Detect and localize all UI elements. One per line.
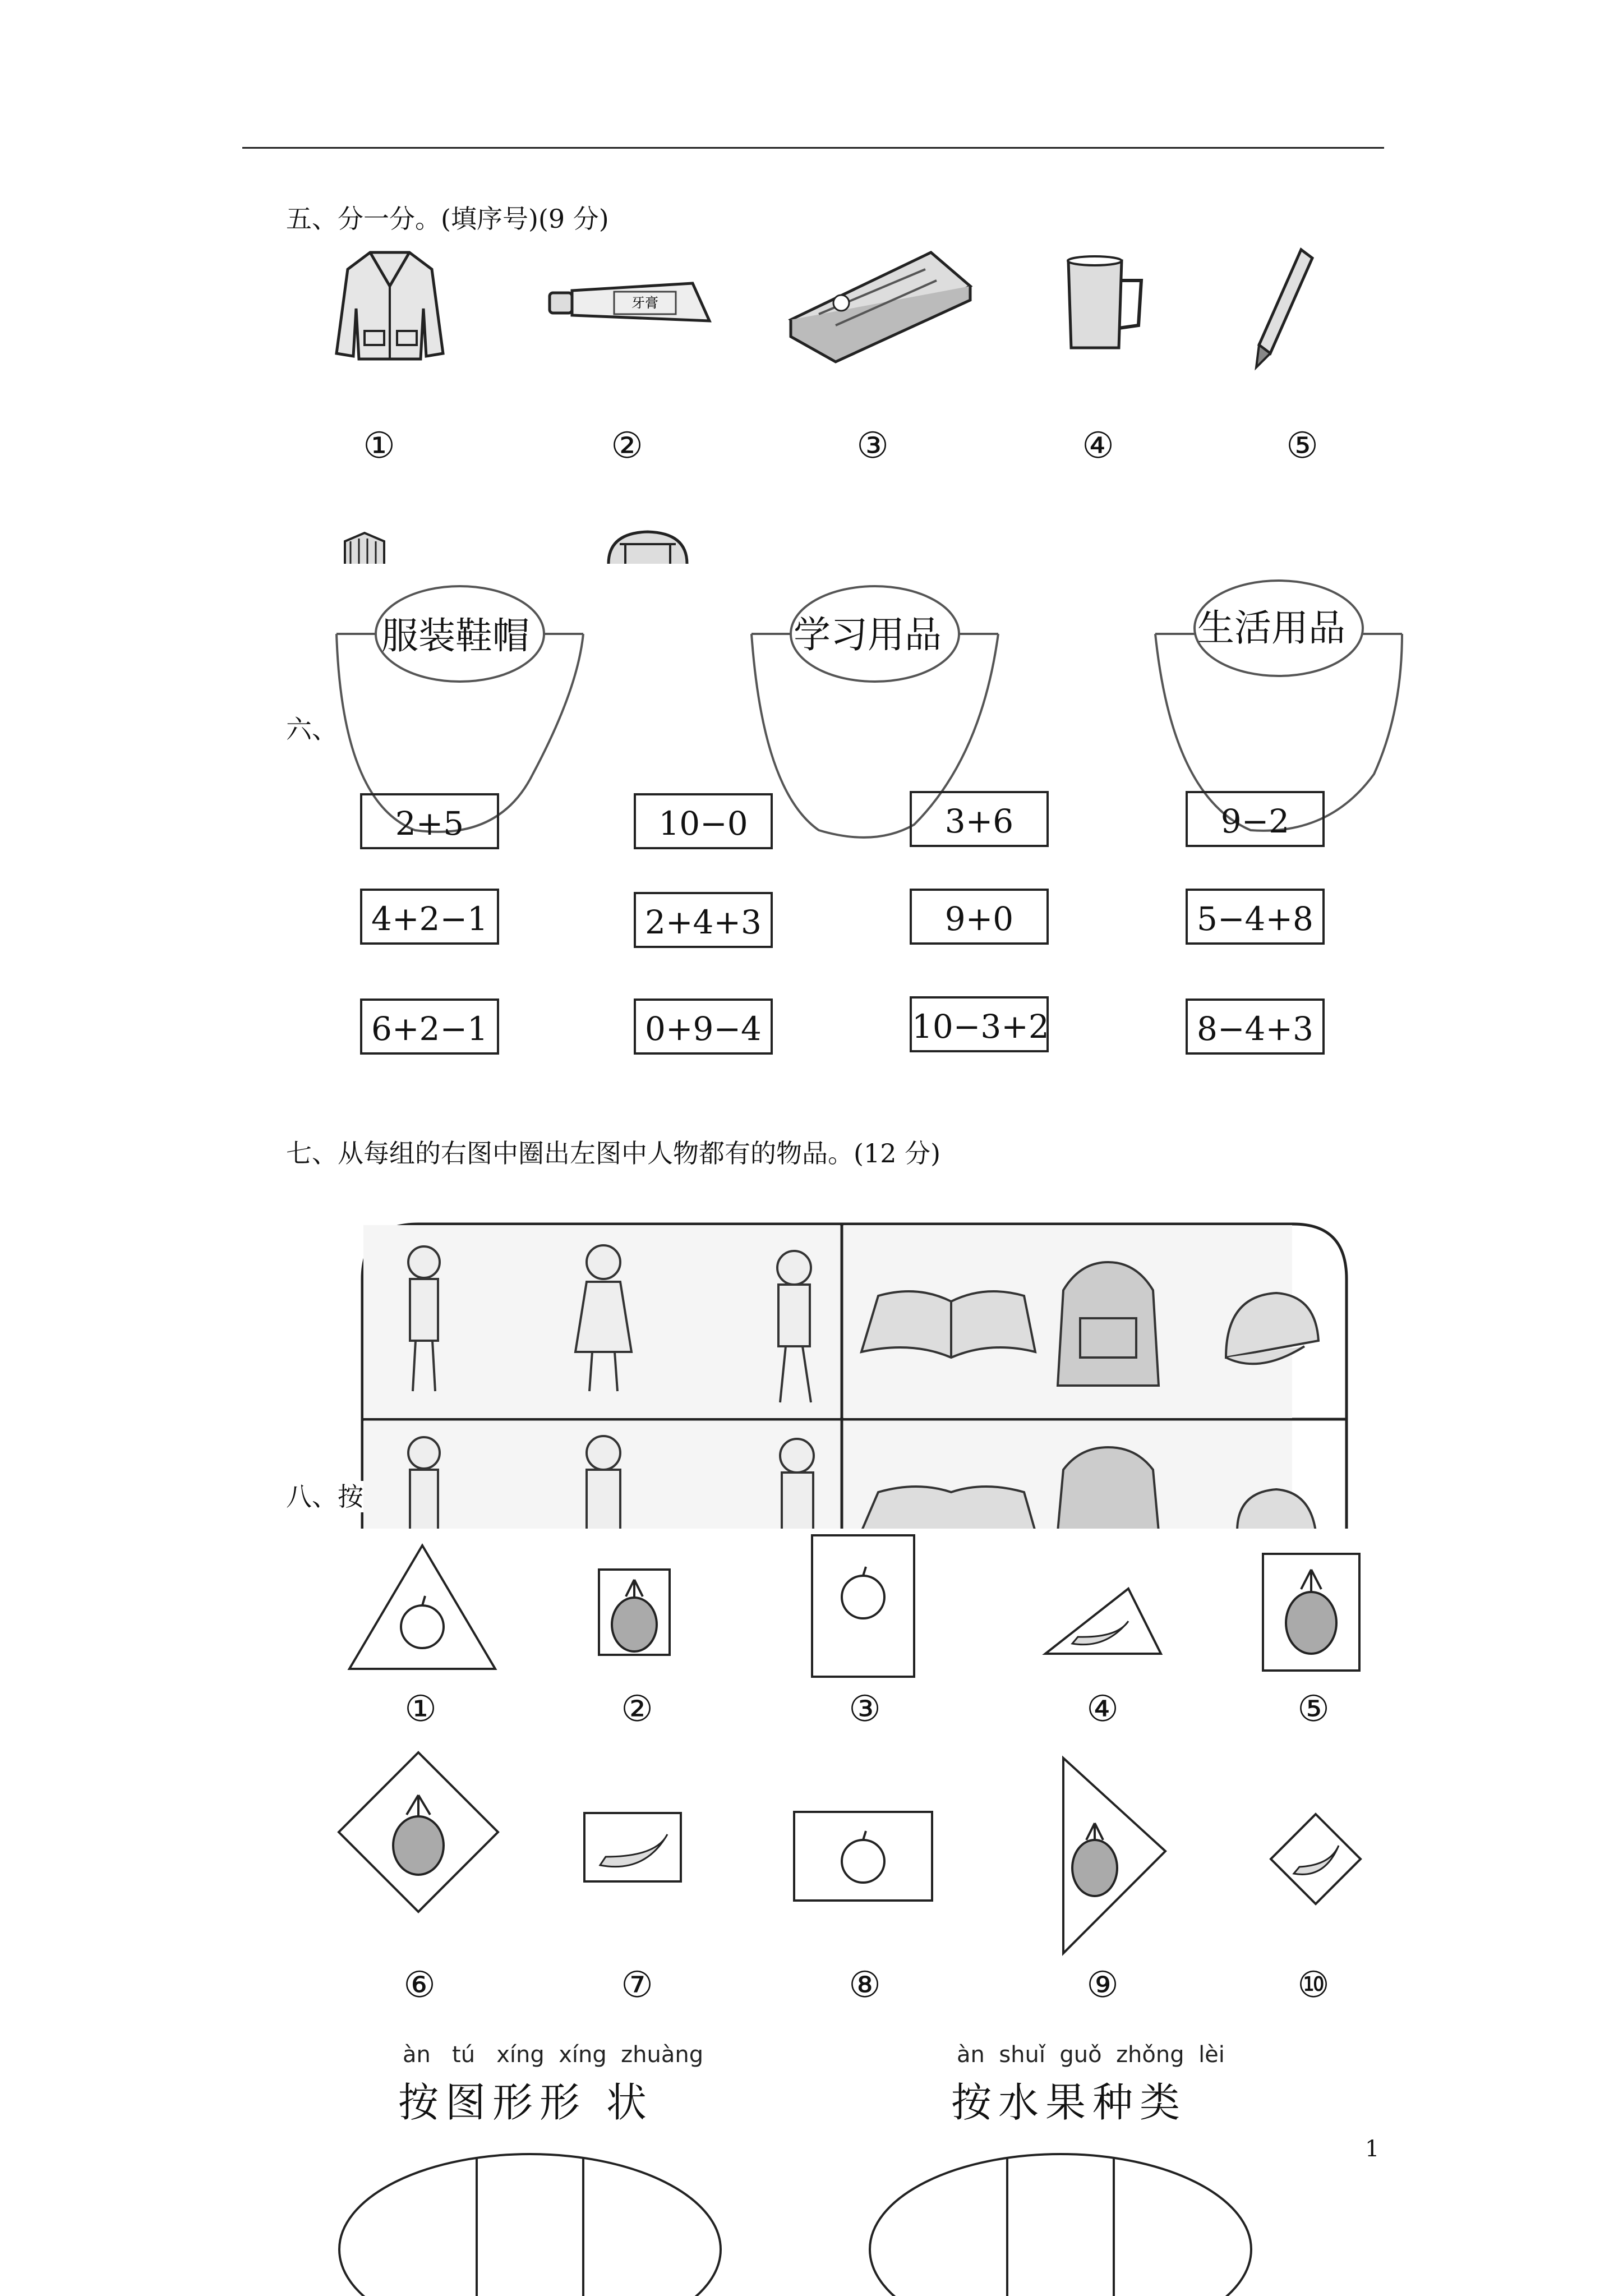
item-number-8: ⑧ xyxy=(849,1964,881,2006)
pinyin-fruit: àn shuǐ guǒ zhǒng lèi xyxy=(957,2042,1225,2068)
triangle-banana xyxy=(1044,1588,1162,1655)
section8-title: 八、按 xyxy=(286,1481,363,1512)
item-number-3: ③ xyxy=(849,1688,881,1730)
item-number-10: ⑩ xyxy=(1297,1964,1330,2006)
item-number-1: ① xyxy=(363,425,395,467)
mug-icon xyxy=(1060,252,1150,359)
item-number-9: ⑨ xyxy=(1086,1964,1119,2006)
diamond-pineapple xyxy=(336,1750,500,1914)
jacket-icon xyxy=(331,247,449,365)
item-number-7: ⑦ xyxy=(621,1964,653,2006)
section5-title: 五、分一分。(填序号)(9 分) xyxy=(286,204,609,234)
sort-by-shape-label: 按图形形 状 xyxy=(398,2079,653,2126)
pencil-case-icon xyxy=(785,247,976,365)
basket-label-daily: 生活用品 xyxy=(1197,606,1345,650)
expression-box: 5−4+8 xyxy=(1186,889,1325,945)
sort-oval-fruit xyxy=(867,2148,1254,2296)
basket-label-study: 学习用品 xyxy=(794,613,942,656)
sort-oval-shape xyxy=(336,2148,723,2296)
expression-box: 9+0 xyxy=(910,889,1049,945)
expression-box: 9−2 xyxy=(1186,791,1325,847)
diamond-banana xyxy=(1269,1812,1363,1906)
square-pineapple xyxy=(598,1568,671,1656)
item-number-6: ⑥ xyxy=(403,1964,436,2006)
basket-label-clothing: 服装鞋帽 xyxy=(381,614,529,657)
item-number-2: ② xyxy=(611,425,643,467)
toothbrush-icon xyxy=(342,530,387,564)
expression-box: 10−0 xyxy=(634,793,773,849)
book-icon xyxy=(861,1291,1035,1358)
item-number-1: ① xyxy=(404,1688,437,1730)
expression-box: 10−3+2 xyxy=(910,996,1049,1052)
expression-box: 2+5 xyxy=(360,793,499,849)
item-number-2: ② xyxy=(621,1688,653,1730)
item-number-4: ④ xyxy=(1086,1688,1119,1730)
sort-by-fruit-label: 按水果种类 xyxy=(951,2079,1187,2126)
pinyin-shape: àn tú xíng xíng zhuàng xyxy=(403,2042,704,2068)
expression-box: 8−4+3 xyxy=(1186,999,1325,1055)
rectangle-apple-2 xyxy=(793,1811,933,1902)
triangle-apple xyxy=(347,1543,498,1672)
expression-box: 4+2−1 xyxy=(360,889,499,945)
expression-box: 0+9−4 xyxy=(634,999,773,1055)
rectangle-pineapple xyxy=(1262,1553,1361,1672)
item-number-4: ④ xyxy=(1082,425,1114,467)
pencil-icon xyxy=(1251,247,1318,370)
expression-box: 3+6 xyxy=(910,791,1049,847)
triangle-pineapple xyxy=(1061,1756,1168,1955)
item-number-3: ③ xyxy=(856,425,889,467)
section6-title: 六、 xyxy=(286,714,338,744)
page-number: 1 xyxy=(1365,2136,1380,2162)
section7-panel xyxy=(362,1223,1349,1531)
hat-icon xyxy=(603,527,693,564)
section7-title: 七、从每组的右图中圈出左图中人物都有的物品。(12 分) xyxy=(286,1138,941,1168)
rectangle-banana xyxy=(583,1812,682,1883)
item-number-5: ⑤ xyxy=(1297,1688,1330,1730)
expression-box: 2+4+3 xyxy=(634,892,773,948)
toothpaste-label: 牙膏 xyxy=(631,295,658,311)
item-number-5: ⑤ xyxy=(1286,425,1318,467)
toothpaste-icon xyxy=(547,280,715,325)
backpack-icon xyxy=(1058,1262,1159,1386)
rectangle-apple xyxy=(811,1534,915,1678)
expression-box: 6+2−1 xyxy=(360,999,499,1055)
header-rule xyxy=(242,147,1384,149)
